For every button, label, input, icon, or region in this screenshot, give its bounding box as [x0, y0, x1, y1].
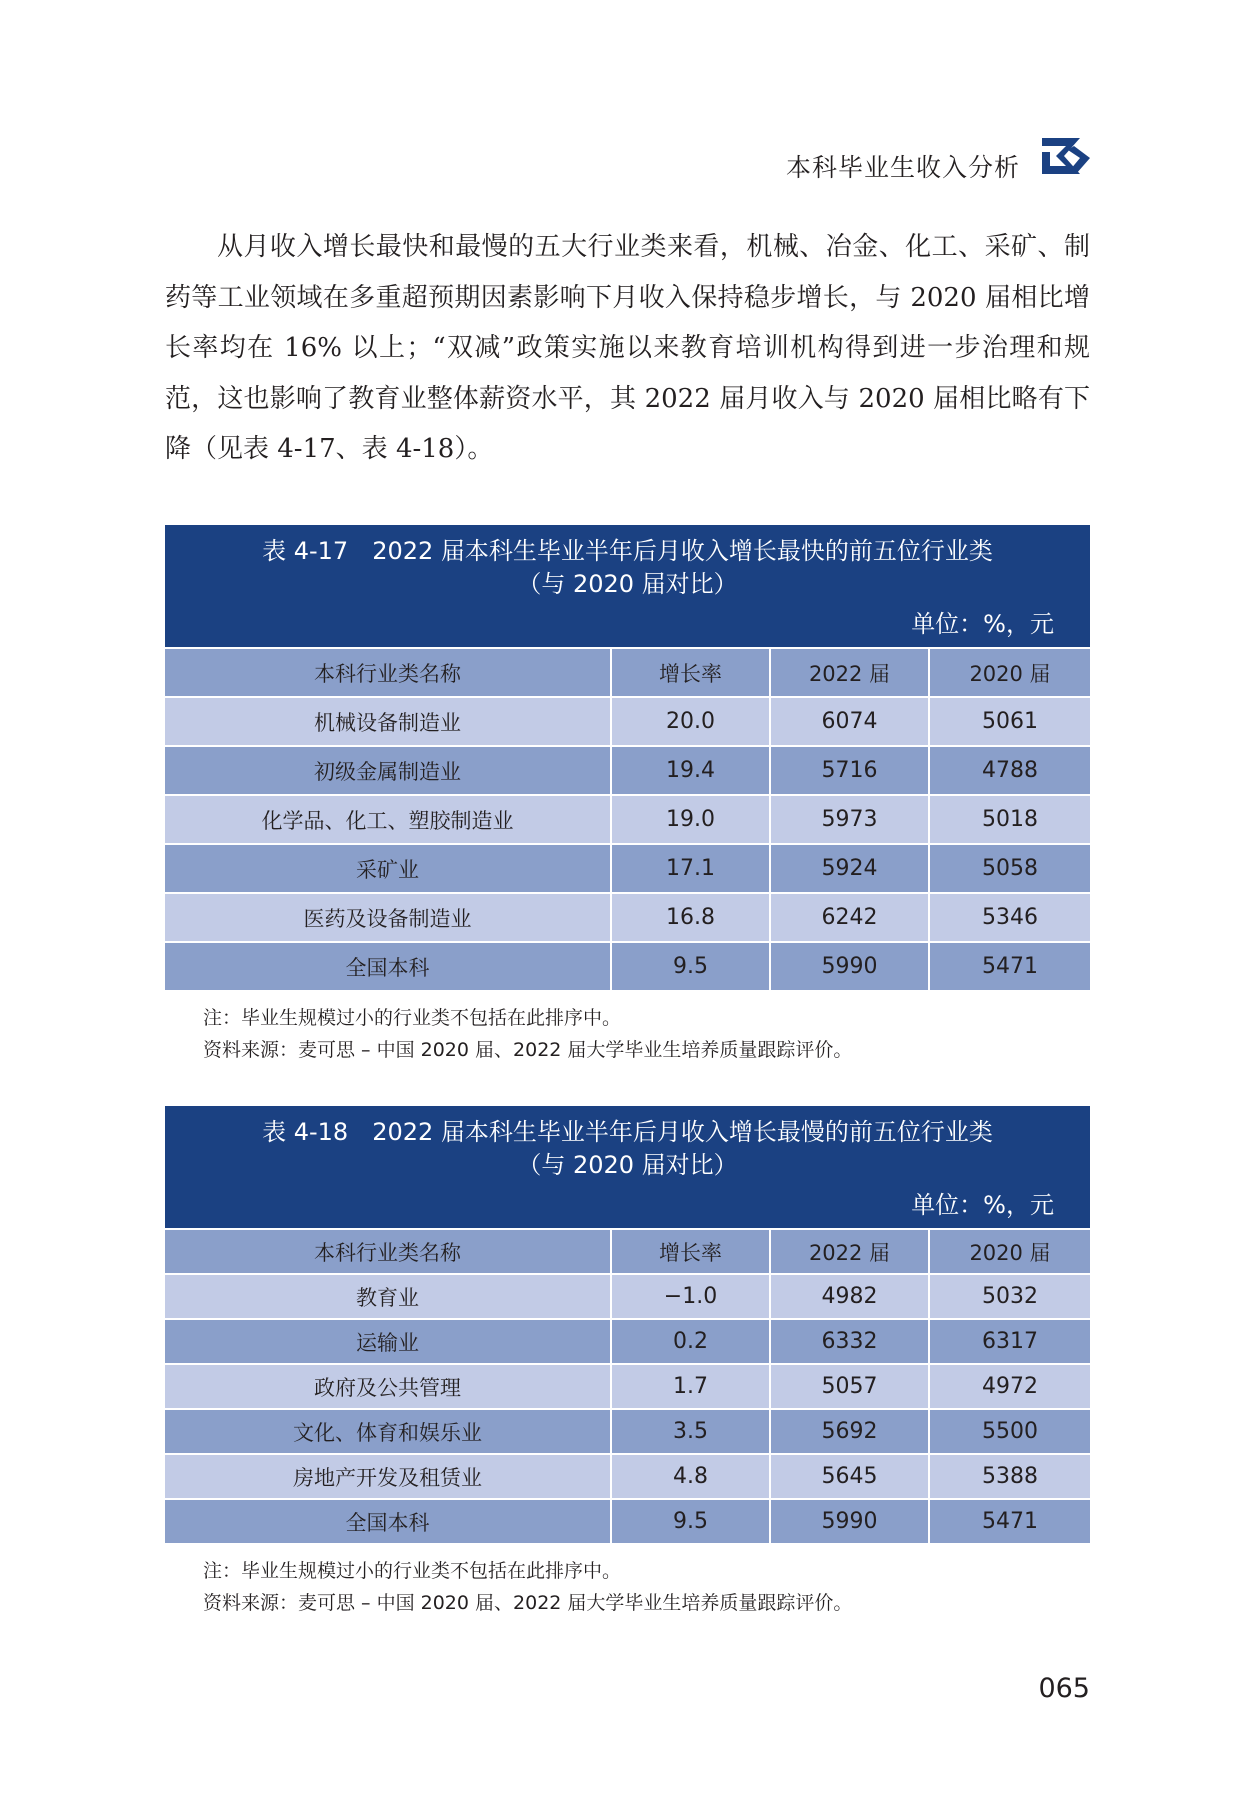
table-row: [165, 1454, 1090, 1499]
industry-cell: 运输业: [165, 1319, 611, 1364]
growth-cell: 19.0: [611, 795, 770, 844]
income-2020-cell: 4972: [929, 1364, 1090, 1409]
industry-cell: 文化、体育和娱乐业: [165, 1409, 611, 1454]
table-note: 注：毕业生规模过小的行业类不包括在此排序中。 资料来源：麦可思 – 中国 2020 届、2022 届大学毕业生培养质量跟踪评价。: [203, 1007, 853, 1061]
income-2022-cell: 5973: [770, 795, 929, 844]
table-row: [165, 697, 1090, 746]
income-2020-cell: 5471: [929, 942, 1090, 990]
column-header: 2020 届: [929, 1229, 1090, 1274]
industry-cell: 初级金属制造业: [165, 746, 611, 795]
chapter-logo-icon: [1040, 134, 1092, 180]
table-row: [165, 1499, 1090, 1543]
table-row: [165, 844, 1090, 893]
column-header: 本科行业类名称: [165, 648, 611, 697]
table-row: [165, 746, 1090, 795]
income-2020-cell: 4788: [929, 746, 1090, 795]
industry-cell: 全国本科: [165, 942, 611, 990]
income-2022-cell: 6242: [770, 893, 929, 942]
column-header: 2022 届: [770, 648, 929, 697]
income-2020-cell: 6317: [929, 1319, 1090, 1364]
income-2020-cell: 5500: [929, 1409, 1090, 1454]
industry-cell: 机械设备制造业: [165, 697, 611, 746]
growth-cell: 0.2: [611, 1319, 770, 1364]
income-2022-cell: 5057: [770, 1364, 929, 1409]
column-header: 本科行业类名称: [165, 1229, 611, 1274]
table-row: [165, 1319, 1090, 1364]
data-table: [165, 1228, 1090, 1543]
income-2022-cell: 5990: [770, 942, 929, 990]
running-header-title: 本科毕业生收入分析: [785, 153, 1020, 182]
industry-cell: 化学品、化工、塑胶制造业: [165, 795, 611, 844]
data-table: [165, 647, 1090, 990]
industry-cell: 医药及设备制造业: [165, 893, 611, 942]
income-2022-cell: 5692: [770, 1409, 929, 1454]
table-header-banner: [165, 1106, 1090, 1228]
table-row: [165, 942, 1090, 990]
income-2022-cell: 5716: [770, 746, 929, 795]
income-2022-cell: 6074: [770, 697, 929, 746]
industry-cell: 采矿业: [165, 844, 611, 893]
growth-cell: 20.0: [611, 697, 770, 746]
table-row: [165, 893, 1090, 942]
table-row: [165, 1409, 1090, 1454]
industry-cell: 教育业: [165, 1274, 611, 1319]
growth-cell: 17.1: [611, 844, 770, 893]
growth-cell: 19.4: [611, 746, 770, 795]
growth-cell: 9.5: [611, 1499, 770, 1543]
industry-cell: 全国本科: [165, 1499, 611, 1543]
income-2020-cell: 5346: [929, 893, 1090, 942]
income-2020-cell: 5032: [929, 1274, 1090, 1319]
income-2020-cell: 5061: [929, 697, 1090, 746]
table-unit: 单位：%，元: [911, 610, 1054, 638]
growth-cell: 16.8: [611, 893, 770, 942]
income-2022-cell: 4982: [770, 1274, 929, 1319]
table-row: [165, 795, 1090, 844]
column-header: 增长率: [611, 648, 770, 697]
table-4-18: [165, 1106, 1090, 1619]
page-number: 065: [1038, 1673, 1090, 1704]
growth-cell: −1.0: [611, 1274, 770, 1319]
income-2020-cell: 5471: [929, 1499, 1090, 1543]
income-2020-cell: 5388: [929, 1454, 1090, 1499]
table-row: [165, 1274, 1090, 1319]
table-header-row: [165, 1229, 1090, 1274]
income-2022-cell: 5645: [770, 1454, 929, 1499]
table-title: 表 4-17 2022 届本科生毕业半年后月收入增长最快的前五位行业类 （与 2020 届对比）: [262, 537, 993, 598]
column-header: 2020 届: [929, 648, 1090, 697]
growth-cell: 1.7: [611, 1364, 770, 1409]
income-2020-cell: 5018: [929, 795, 1090, 844]
income-2020-cell: 5058: [929, 844, 1090, 893]
table-4-17: [165, 525, 1090, 1066]
income-2022-cell: 5924: [770, 844, 929, 893]
table-header-banner: [165, 525, 1090, 647]
growth-cell: 3.5: [611, 1409, 770, 1454]
column-header: 2022 届: [770, 1229, 929, 1274]
industry-cell: 政府及公共管理: [165, 1364, 611, 1409]
column-header: 增长率: [611, 1229, 770, 1274]
table-title: 表 4-18 2022 届本科生毕业半年后月收入增长最慢的前五位行业类 （与 2020 届对比）: [262, 1118, 993, 1179]
income-2022-cell: 6332: [770, 1319, 929, 1364]
table-header-row: [165, 648, 1090, 697]
income-2022-cell: 5990: [770, 1499, 929, 1543]
growth-cell: 9.5: [611, 942, 770, 990]
industry-cell: 房地产开发及租赁业: [165, 1454, 611, 1499]
table-unit: 单位：%，元: [911, 1191, 1054, 1219]
table-row: [165, 1364, 1090, 1409]
intro-paragraph: 从月收入增长最快和最慢的五大行业类来看，机械、冶金、化工、采矿、制药等工业领域在多重超预期因素影响下月收入保持稳步增长，与 2020 届相比增长率均在 16% 以上；“双减”政策实施以来教育培训机构得到进一步治理和规范，这也影响了教育业整体薪资水平，其 2022 届月收入与 2020 届相比略有下降（见表 4-17、表 4-18）。: [165, 232, 1090, 464]
growth-cell: 4.8: [611, 1454, 770, 1499]
table-note: 注：毕业生规模过小的行业类不包括在此排序中。 资料来源：麦可思 – 中国 2020 届、2022 届大学毕业生培养质量跟踪评价。: [203, 1560, 853, 1614]
